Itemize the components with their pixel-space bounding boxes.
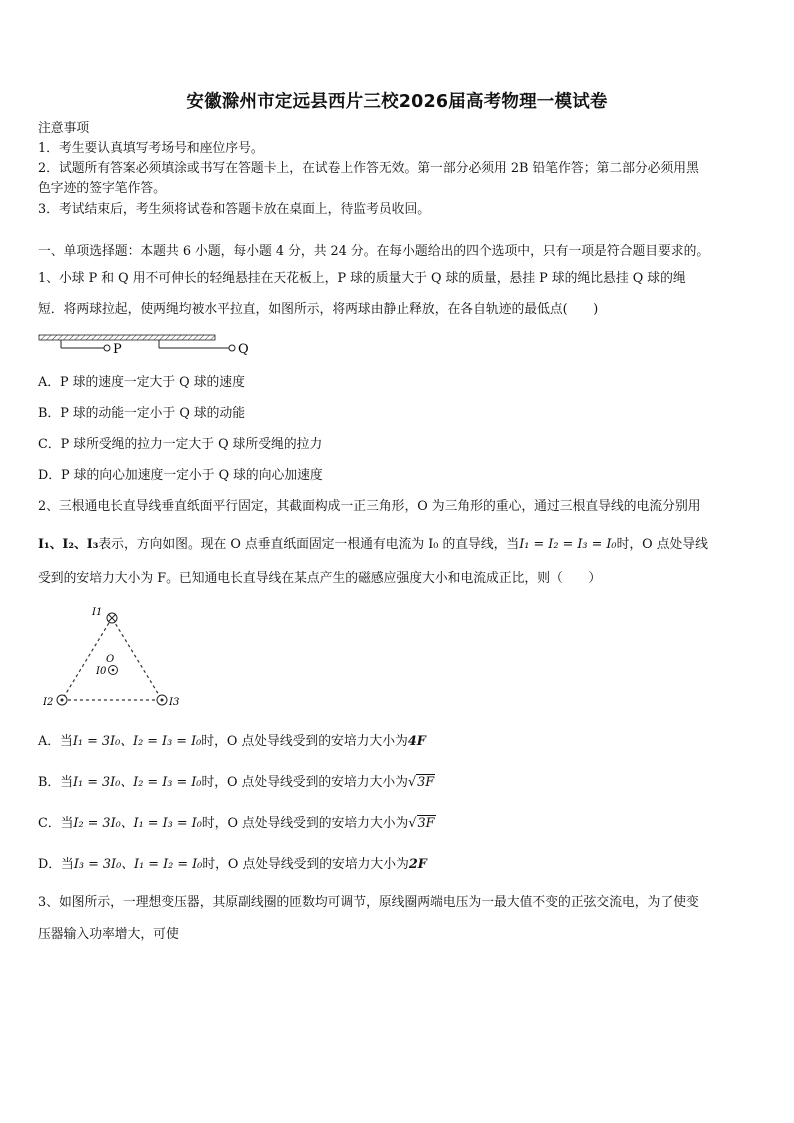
ball-q xyxy=(229,345,235,351)
label-i1: I1 xyxy=(92,607,103,618)
q1-option-c: C．P 球所受绳的拉力一定大于 Q 球所受绳的拉力 xyxy=(38,437,323,452)
q2-option-c-letter: C．当 xyxy=(38,816,74,831)
q1-option-b: B．P 球的动能一定小于 Q 球的动能 xyxy=(38,406,246,421)
q2-text-line2 xyxy=(38,537,760,553)
q2-option-b-answer: 3F xyxy=(417,775,435,790)
q3-text-line1: 3、如图所示，一理想变压器，其原副线圈的匝数均可调节，原线圈两端电压为一最大值不变的正弦交流电，为了使变 xyxy=(38,895,699,910)
q2-option-d-letter: D．当 xyxy=(38,857,74,872)
label-p: P xyxy=(113,342,122,357)
notice-item-2-cont: 色字迹的签字笔作答。 xyxy=(38,181,166,196)
q2-text-line3: 受到的安培力大小为 F。已知通电长直导线在某点产生的磁感应强度大小和电流成正比，则（ ） xyxy=(38,571,602,586)
wire-i3-out-of-page-icon xyxy=(157,695,167,705)
notice-item-3: 3．考试结束后，考生须将试卷和答题卡放在桌面上，待监考员收回。 xyxy=(38,202,431,217)
q2-option-d-answer: 2F xyxy=(408,857,427,872)
q2-option-b-condition: I₁ = 3I₀、I₂ = I₃ = I₀ xyxy=(73,775,202,790)
page-title: 安徽滁州市定远县西片三校2026届高考物理一模试卷 xyxy=(186,92,608,112)
label-i3: I3 xyxy=(169,697,180,708)
q1-text-line1: 1、小球 P 和 Q 用不可伸长的轻绳悬挂在天花板上，P 球的质量大于 Q 球的质量，悬挂 P 球的绳比悬挂 Q 球的绳 xyxy=(38,271,686,286)
q1-option-a: A．P 球的速度一定大于 Q 球的速度 xyxy=(38,375,245,390)
q3-text-line2: 压器输入功率增大，可使 xyxy=(38,927,179,942)
notice-item-1: 1．考生要认真填写考场号和座位序号。 xyxy=(38,141,264,156)
q2-option-c-answer: 3F xyxy=(417,816,435,831)
q2-equation: I₁ = I₂ = I₃ = I₀ xyxy=(519,537,617,552)
q2-option-a-answer: 4F xyxy=(407,734,426,749)
q2-option-a-condition: I₁ = 3I₀、I₂ = I₃ = I₀ xyxy=(72,734,202,749)
q2-option-a-text: 时，O 点处导线受到的安培力大小为 xyxy=(201,734,408,749)
q2-option-d-condition: I₃ = 3I₀、I₁ = I₂ = I₀ xyxy=(73,857,203,872)
q2-line2-text-a: 表示，方向如图。现在 O 点垂直纸面固定一根通有电流为 I₀ 的直导线，当 xyxy=(98,537,520,552)
q2-option-c-text: 时，O 点处导线受到的安培力大小为 xyxy=(201,816,409,831)
q2-option-c-condition: I₂ = 3I₀、I₁ = I₃ = I₀ xyxy=(73,816,202,831)
q2-line2-text-b: 时，O 点处导线 xyxy=(616,537,708,552)
wire-i2-out-of-page-icon xyxy=(57,695,67,705)
q2-option-c xyxy=(38,816,760,832)
ball-p xyxy=(104,345,110,351)
q2-option-b xyxy=(38,775,760,791)
q2-current-vars: I₁、I₂、I₃ xyxy=(38,537,99,552)
q2-text-line1: 2、三根通电长直导线垂直纸面平行固定，其截面构成一正三角形，O 为三角形的重心，通过三根直导线的电流分别用 xyxy=(38,499,701,514)
label-o: O xyxy=(106,654,115,665)
notice-item-2: 2．试题所有答案必须填涂或书写在答题卡上，在试卷上作答无效。第一部分必须用 2B 铅笔作答；第二部分必须用黑 xyxy=(38,161,699,176)
label-q: Q xyxy=(238,342,249,357)
q2-option-a xyxy=(38,734,760,750)
q2-option-d xyxy=(38,857,760,873)
wire-i1-into-page-icon xyxy=(107,613,117,623)
ceiling-hatch xyxy=(39,335,215,340)
q1-option-d: D．P 球的向心加速度一定小于 Q 球的向心加速度 xyxy=(38,468,323,483)
q1-figure xyxy=(36,333,266,359)
label-i2: I2 xyxy=(43,697,54,708)
q1-text-line2: 短．将两球拉起，使两绳均被水平拉直，如图所示，将两球由静止释放，在各自轨迹的最低点( ) xyxy=(38,302,599,317)
notice-heading: 注意事项 xyxy=(38,121,90,136)
q2-option-b-text: 时，O 点处导线受到的安培力大小为 xyxy=(201,775,408,790)
sqrt-icon: √3F xyxy=(408,816,435,831)
wire-i0-out-of-page-icon xyxy=(109,666,118,675)
q2-option-b-letter: B．当 xyxy=(38,775,73,790)
section-heading: 一、单项选择题：本题共 6 小题，每小题 4 分，共 24 分。在每小题给出的四个选项中，只有一项是符合题目要求的。 xyxy=(38,244,710,259)
q2-option-d-text: 时，O 点处导线受到的安培力大小为 xyxy=(202,857,409,872)
q2-figure xyxy=(40,602,190,714)
label-i0: I0 xyxy=(96,666,107,677)
sqrt-icon: √3F xyxy=(407,775,435,790)
q2-option-a-letter: A．当 xyxy=(38,734,73,749)
